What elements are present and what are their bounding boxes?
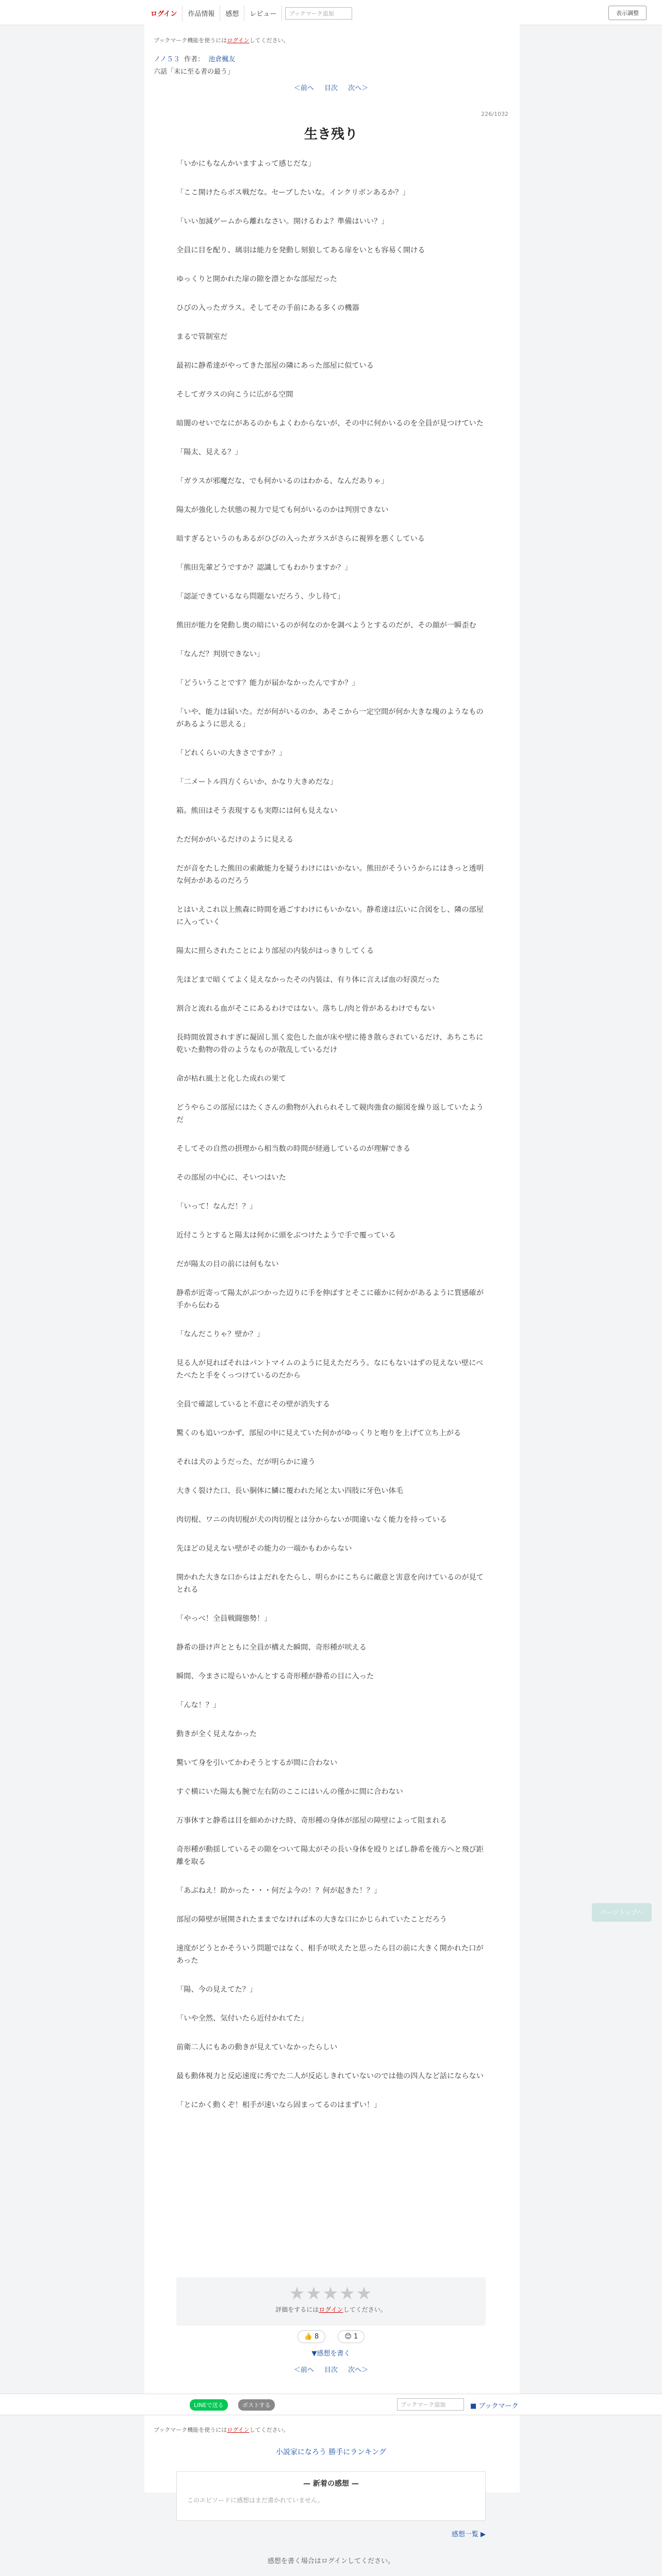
- body-paragraph: 「あぶねえ！助かった・・・何だよ今の！？何が起きた！？」: [176, 1887, 382, 1895]
- body-paragraph: 「どれくらいの大きさですか？」: [176, 749, 286, 757]
- body-paragraph: 「いい加減ゲームから離れなさい。開けるわよ？準備はいい？」: [176, 217, 389, 226]
- nav-work-info[interactable]: 作品情報: [183, 5, 220, 21]
- rating-note-text-end: してください。: [343, 2306, 387, 2313]
- prev-link-bottom[interactable]: ＜前へ: [293, 2366, 314, 2374]
- body-paragraph: 「んな！？」: [176, 1701, 221, 1709]
- rating-login-link[interactable]: ログイン: [319, 2306, 343, 2313]
- body-paragraph: 陽太に照らされたことにより部屋の内装がはっきりしてくる: [176, 947, 374, 955]
- rating-box: [176, 2277, 486, 2326]
- reaction-good-button[interactable]: 👍 8: [297, 2330, 326, 2343]
- next-link-bottom[interactable]: 次へ＞: [348, 2366, 369, 2374]
- body-paragraph: 前衛二人にもあの動きが見えていなかったらしい: [176, 2043, 338, 2052]
- reaction-smile-button[interactable]: 😊 1: [338, 2330, 365, 2343]
- body-paragraph: すぐ横にいた陽太も腕で左右防のここにはいんの僅かに間に合わない: [176, 1788, 403, 1796]
- next-link[interactable]: 次へ＞: [348, 84, 369, 92]
- body-paragraph: 「いや全然、気付いたら近付かれてた」: [176, 2014, 308, 2023]
- body-paragraph: 最も動体視力と反応速度に秀でた二人が反応しきれていないのでは他の四人など話にならない: [176, 2072, 484, 2080]
- body-paragraph: 「陽、今の見えてた？」: [176, 1986, 257, 1994]
- impression-login-note: 感想を書く場合はログインしてください。: [176, 2547, 486, 2576]
- bookmark-login-note: [154, 36, 289, 44]
- body-paragraph: 近付こうとすると陽太は何かに頭をぶつけたようで手で覆っている: [176, 1231, 396, 1240]
- impression-list-link[interactable]: 感想一覧 ▶: [451, 2531, 486, 2538]
- rating-note: [176, 2305, 486, 2314]
- body-paragraph: 「なんだ？判別できない」: [176, 650, 264, 658]
- body-paragraph: 命が枯れ風土と化した成れの果て: [176, 1075, 286, 1083]
- body-paragraph: 「ここ開けたらボス戦だな。セーブしたいな。インクリボンあるか？」: [176, 189, 410, 197]
- body-paragraph: 瞬間、今まさに堤らいかんとする奇形種が静希の目に入った: [176, 1672, 374, 1681]
- body-paragraph: 「認証できているなら問題ないだろう、少し待て」: [176, 592, 345, 601]
- body-paragraph: どうやらこの部屋にはたくさんの動物が入れられそして競肉強食の縮図を繰り返していたようだ: [176, 1104, 484, 1124]
- body-paragraph: 「どういうことです？能力が届かなかったんですか？」: [176, 679, 359, 687]
- body-paragraph: 動きが全く見えなかった: [176, 1730, 257, 1738]
- chapter-title: 六話「末に至る者の最う」: [154, 68, 235, 76]
- rating-stars[interactable]: ★★★★★: [289, 2283, 373, 2304]
- body-paragraph: ゆっくりと開かれた扉の隙を漂とかな部屋だった: [176, 275, 337, 283]
- nav-impressions[interactable]: 感想: [220, 5, 244, 21]
- body-paragraph: 長時間放置されすぎに凝固し黒く変色した血が床や壁に捲き散らされているだけ、あちこちに乾いた動物の骨のようなものが散乱しているだけ: [176, 1033, 484, 1054]
- display-settings-button[interactable]: 表示調整: [608, 6, 647, 20]
- body-paragraph: 静希が近寄って陽太がぶつかった辺りに手を伸ばすとそこに確かに何かがあるように質感確が手から伝わる: [176, 1289, 484, 1310]
- body-paragraph: 奇形種が動揺しているその隙をついて陽太がその長い身体を殴りとばし静希を後方へと飛び距離を取る: [176, 1845, 484, 1866]
- body-paragraph: その部屋の中心に、そいつはいた: [176, 1174, 286, 1182]
- bookmark-login-note-bottom: [154, 2426, 289, 2434]
- bookmark-note-text: ブックマーク機能を使うには: [154, 37, 227, 44]
- body-paragraph: 最初に静希達がやってきた部屋の隣にあった部屋に似ている: [176, 362, 374, 370]
- body-paragraph: 「二メートル四方くらいか、かなり大きめだな」: [176, 778, 338, 786]
- body-paragraph: 大きく裂けた口、長い胴体に鱗に覆われた尾と太い四肢に牙色い体毛: [176, 1487, 403, 1495]
- body-paragraph: 開かれた大きな口からはよだれをたらし、明らかにこちらに敵意と害意を向けているのが見てとれる: [176, 1573, 484, 1594]
- top-pager: [0, 82, 662, 92]
- bottom-pager: [0, 2364, 662, 2374]
- body-paragraph: それは犬のようだった、だが明らかに違う: [176, 1458, 316, 1466]
- bookmark-login-link-bottom[interactable]: ログイン: [227, 2427, 250, 2433]
- body-paragraph: 驚いて身を引いてかわそうとするが間に合わない: [176, 1759, 338, 1767]
- author-prefix: 作者：: [184, 56, 205, 63]
- body-paragraph: 陽太が強化した状態の視力で見ても何がいるのかは判別できない: [176, 506, 389, 514]
- bookmark-search-input-bottom[interactable]: ブックマーク追加: [397, 2398, 464, 2411]
- nav-login[interactable]: ログイン: [145, 5, 183, 21]
- body-paragraph: ひびの入ったガラス。そしてその手前にある多くの機器: [176, 304, 359, 312]
- body-paragraph: まるで管制室だ: [176, 333, 228, 341]
- body-paragraph: ただ何かがいるだけのように見える: [176, 836, 294, 844]
- body-paragraph: 箱。熊田はそう表現するも実際には何も見えない: [176, 807, 338, 815]
- body-paragraph: 割合と流れる血がそこにあるわけではない。落ちし/肉と骨があるわけでもない: [176, 1005, 435, 1013]
- bookmark-note-text-bottom: ブックマーク機能を使うには: [154, 2427, 227, 2433]
- prev-link[interactable]: ＜前へ: [293, 84, 314, 92]
- body-paragraph: 「やっべ！全員戦闘態勢！」: [176, 1615, 272, 1623]
- novel-body: [176, 158, 486, 2128]
- reactions: [0, 2330, 662, 2343]
- author-link[interactable]: 池倉楓友: [208, 56, 236, 63]
- body-paragraph: 驚くのも追いつかず、部屋の中に見えていた何かがゆっくりと咆りを上げて立ち上がる: [176, 1429, 461, 1437]
- bookmark-note-text-end-bottom: してください。: [249, 2427, 289, 2433]
- bookmark-search-input[interactable]: ブックマーク追加: [285, 7, 352, 20]
- body-paragraph: 先ほどの見えない壁がその能力の一端かもわからない: [176, 1545, 352, 1553]
- body-paragraph: 先ほどまで暗くてよく見えなかったその内装は、有り体に言えば血の好漠だった: [176, 976, 440, 984]
- episode-title: 生き残り: [304, 127, 358, 142]
- body-paragraph: 「いや、能力は届いた。だが何がいるのか、あそこから一定空間が何か大きな塊のようなものがあるように思える」: [176, 708, 484, 728]
- ranking-link[interactable]: 小説家になろう 勝手にランキング: [275, 2448, 387, 2456]
- body-paragraph: そしてその自然の摂理から相当数の時間が経過しているのが理解できる: [176, 1145, 411, 1153]
- body-paragraph: 「陽太、見える？」: [176, 448, 242, 456]
- breadcrumb: [154, 54, 235, 63]
- top-nav: [145, 5, 352, 21]
- body-paragraph: 「熊田先輩どうですか？認識してもわかりますか？」: [176, 564, 352, 572]
- body-paragraph: だが音をたした熊田の索敵能力を疑うわけにはいかない。熊田がそういうからにはきっと透明な何かがあるのだろう: [176, 865, 484, 885]
- body-paragraph: 「ガラスが邪魔だな、でも何かいるのはわかる、なんだありゃ」: [176, 477, 389, 485]
- series-link[interactable]: ノノ５３: [154, 56, 180, 63]
- body-paragraph: 肉切棍、ワニの肉切棍が犬の肉切棍とは分からないが間違いなく能力を持っている: [176, 1516, 447, 1524]
- line-share-button[interactable]: LINEで送る: [190, 2399, 228, 2411]
- body-paragraph: 速度がどうとかそういう問題ではなく、相手が吠えたと思ったら目の前に大きく開かれた口があった: [176, 1944, 484, 1965]
- bottom-bar: [0, 2394, 662, 2415]
- body-paragraph: 暗闇のせいでなにがあるのかもよくわからないが、その中に何かいるのを全員が見つけていた: [176, 419, 484, 428]
- bookmark-button[interactable]: ■ ブックマーク: [470, 2402, 519, 2410]
- body-paragraph: 静希の掛け声とともに全員が構えた瞬間、奇形種が吠える: [176, 1643, 367, 1652]
- body-paragraph: とはいえこれ以上熊森に時間を過ごすわけにもいかない。静希達は広いに合図をし、隣の部屋に入っていく: [176, 906, 484, 926]
- top-bar: [0, 0, 662, 25]
- nav-review[interactable]: レビュー: [244, 5, 282, 21]
- newest-impressions-box: [176, 2471, 486, 2521]
- rating-note-text: 評価をするには: [275, 2306, 319, 2313]
- body-paragraph: だが陽太の目の前には何もない: [176, 1260, 279, 1268]
- body-paragraph: 部屋の障壁が展開されたままでなければ本の大きな口にかじられていたことだろう: [176, 1916, 447, 1924]
- post-share-button[interactable]: ポストする: [238, 2399, 275, 2411]
- body-paragraph: 「とにかく動くぞ！相手が速いなら固まってるのはまずい！」: [176, 2101, 382, 2109]
- bookmark-note-text-end: してください。: [249, 37, 289, 44]
- body-paragraph: 全員で確認していると不意にその壁が消失する: [176, 1400, 330, 1409]
- body-paragraph: 「なんだこりゃ？壁か？」: [176, 1330, 264, 1338]
- body-paragraph: 「いって！なんだ！？」: [176, 1202, 257, 1211]
- newest-impressions-heading: — 新着の感想 —: [303, 2480, 359, 2488]
- body-paragraph: 見る人が見ればそれはパントマイムのように見えただろう。なにもないはずの見えない壁にべたべたと手をくっつけているのだから: [176, 1359, 484, 1380]
- newest-impressions-empty: このエピソードに感想はまだ書かれていません。: [187, 2497, 324, 2504]
- bookmark-login-link[interactable]: ログイン: [227, 37, 250, 44]
- body-paragraph: そしてガラスの向こうに広がる空間: [176, 391, 293, 399]
- episode-number: 226/1032: [481, 111, 508, 117]
- toc-link-bottom[interactable]: 目次: [324, 2366, 338, 2374]
- body-paragraph: 「いかにもなんかいますよって感じだな」: [176, 160, 316, 168]
- body-paragraph: 万事休すと静希は目を細めかけた時、奇形種の身体が部屋の障壁によって阻まれる: [176, 1817, 447, 1825]
- page-top-button[interactable]: ページトップへ: [592, 1903, 652, 1922]
- body-paragraph: 熊田が能力を発動し奥の暗にいるのが何なのかを調べようとするのだが、その顔が一瞬歪む: [176, 621, 476, 630]
- toc-link[interactable]: 目次: [324, 84, 338, 92]
- write-impression-link[interactable]: ▼感想を書く: [311, 2350, 351, 2358]
- body-paragraph: 全員に目を配り、璃羽は能力を発動し刻狼してある扉をいとも容易く開ける: [176, 246, 425, 255]
- body-paragraph: 暗すぎるというのもあるがひびの入ったガラスがさらに視界を悪くしている: [176, 535, 425, 543]
